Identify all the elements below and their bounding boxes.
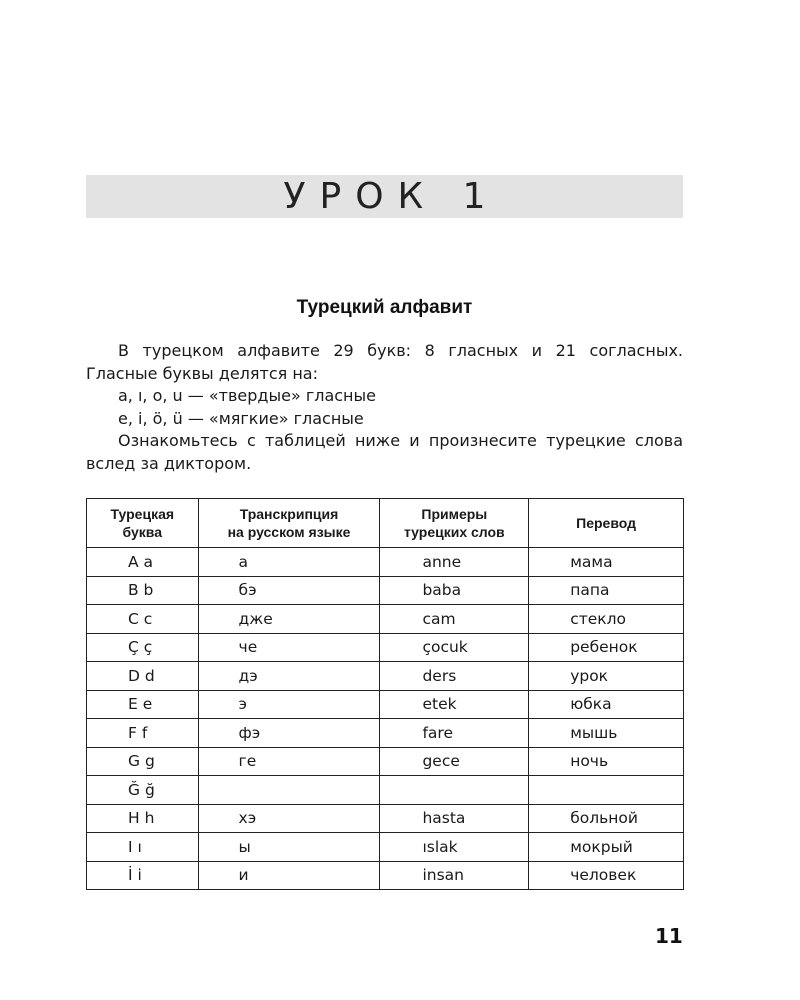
cell-transcription: че [198,633,380,662]
header-examples-line1: Примеры [421,506,488,522]
header-translation-text: Перевод [576,515,637,531]
cell-example: ders [380,662,529,691]
cell-letter: Ç ç [87,633,199,662]
table-row [87,690,684,719]
cell-letter: A a [87,548,199,577]
cell-translation: папа [529,576,684,605]
cell-transcription: и [198,861,380,890]
cell-translation: стекло [529,605,684,634]
intro-paragraph-2: Ознакомьтесь с таблицей ниже и произнесите турецкие слова вслед за диктором. [86,431,683,473]
intro-text [86,340,683,475]
cell-transcription: дэ [198,662,380,691]
table-row [87,747,684,776]
cell-letter: C c [87,605,199,634]
cell-transcription: бэ [198,576,380,605]
cell-transcription: хэ [198,804,380,833]
table-row [87,776,684,805]
cell-example: fare [380,719,529,748]
cell-example: cam [380,605,529,634]
table-row [87,719,684,748]
cell-transcription: ы [198,833,380,862]
header-transcription [198,499,380,548]
cell-transcription: фэ [198,719,380,748]
cell-translation: мышь [529,719,684,748]
cell-example: ıslak [380,833,529,862]
table-row [87,576,684,605]
cell-example: çocuk [380,633,529,662]
cell-example: etek [380,690,529,719]
header-letter-line2: буква [122,524,162,540]
cell-example [380,776,529,805]
cell-example: gece [380,747,529,776]
cell-letter: I ı [87,833,199,862]
table-row [87,662,684,691]
header-examples [380,499,529,548]
cell-transcription: а [198,548,380,577]
hard-vowels-line: a, ı, o, u — «твердые» гласные [118,386,376,405]
intro-paragraph-1: В турецком алфавите 29 букв: 8 гласных и 21 согласных. Гласные буквы делятся на: [86,341,683,383]
alphabet-table [86,498,684,890]
cell-letter: Ğ ğ [87,776,199,805]
header-letter-line1: Турецкая [110,506,175,522]
cell-example: baba [380,576,529,605]
table-header-row [87,499,684,548]
cell-example: anne [380,548,529,577]
table-row [87,633,684,662]
cell-transcription: дже [198,605,380,634]
table-row [87,861,684,890]
cell-example: insan [380,861,529,890]
table-row [87,548,684,577]
section-heading: Турецкий алфавит [296,297,473,318]
header-examples-line2: турецких слов [403,524,505,540]
header-transcription-line2: на русском языке [227,524,351,540]
cell-example: hasta [380,804,529,833]
cell-translation: больной [529,804,684,833]
lesson-banner [86,175,683,218]
cell-letter: E e [87,690,199,719]
table-row [87,833,684,862]
cell-translation: урок [529,662,684,691]
cell-letter: F f [87,719,199,748]
cell-transcription [198,776,380,805]
cell-letter: B b [87,576,199,605]
cell-transcription: гe [198,747,380,776]
table-row [87,605,684,634]
cell-letter: D d [87,662,199,691]
cell-translation: ночь [529,747,684,776]
cell-letter: İ i [87,861,199,890]
cell-transcription: э [198,690,380,719]
cell-translation: человек [529,861,684,890]
soft-vowels-line: e, i, ö, ü — «мягкие» гласные [118,408,364,428]
cell-letter: H h [87,804,199,833]
cell-translation [529,776,684,805]
cell-translation: мама [529,548,684,577]
page-number: 11 [655,924,683,948]
table-row [87,804,684,833]
header-translation [529,499,684,548]
cell-translation: мокрый [529,833,684,862]
header-transcription-line1: Транскрипция [239,506,339,522]
cell-translation: юбка [529,690,684,719]
header-letter [87,499,199,548]
lesson-title: УРОК 1 [283,175,500,217]
cell-translation: ребенок [529,633,684,662]
cell-letter: G g [87,747,199,776]
